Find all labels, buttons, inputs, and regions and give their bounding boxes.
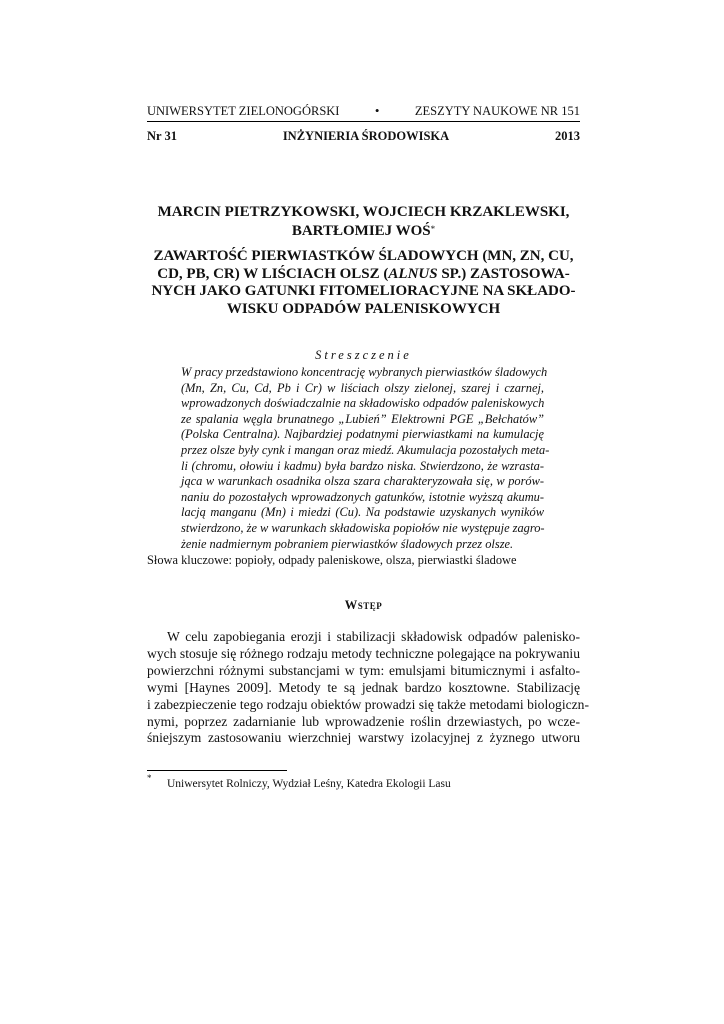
body-line: wych stosuje się różnego rodzaju metody techniczne polegające na pokrywaniu <box>147 645 580 661</box>
abstract-line: jąca w warunkach osadnika olsza szara charakteryzowała się, w porów- <box>181 474 544 489</box>
abstract-line: żenie nadmiernym pobraniem pierwiastków śladowych przez olsze. <box>181 536 514 551</box>
author-footnote-mark: * <box>430 224 436 234</box>
author-line-1: MARCIN PIETRZYKOWSKI, WOJCIECH KRZAKLEWSKI, <box>157 204 570 220</box>
body-line: nymi, poprzez zadarnianie lub wprowadzenie roślin drzewiastych, po wcze- <box>147 713 580 729</box>
running-header <box>147 102 580 120</box>
abstract-line: li (chromu, ołowiu i kadmu) była bardzo niska. Stwierdzono, że wzrasta- <box>181 458 544 473</box>
body-line: wymi [Haynes 2009]. Metody te są jednak bardzo kosztowne. Stabilizację <box>147 679 580 695</box>
abstract-line: stwierdzono, że w warunkach składowiska popiołów nie występuje zagro- <box>181 520 545 535</box>
abstract <box>181 365 550 552</box>
body-line: powierzchni różnymi substancjami w tym: emulsjami bitumicznymi i asfalto- <box>147 662 580 678</box>
title-line-3: NYCH JAKO GATUNKI FITOMELIORACYJNE NA SKŁADO- <box>151 283 576 300</box>
section-heading: Wstęp <box>344 598 383 612</box>
footnote-rule <box>147 770 287 771</box>
body-text <box>147 629 589 747</box>
title-line-1: ZAWARTOŚĆ PIERWIASTKÓW ŚLADOWYCH (MN, ZN, CU, <box>153 248 574 264</box>
issue-header <box>147 127 580 145</box>
abstract-line: W pracy przedstawiono koncentrację wybranych pierwiastków śladowych <box>181 365 548 379</box>
journal-series: ZESZYTY NAUKOWE NR 151 <box>414 103 580 118</box>
footnote-mark: * <box>147 773 152 783</box>
year: 2013 <box>555 128 580 143</box>
abstract-heading: Streszczenie <box>315 348 412 362</box>
abstract-line: lacją manganu (Mn) i miedzi (Cu). Na podstawie uzyskanych wyników <box>181 505 544 520</box>
abstract-line: ze spalania węgla brunatnego „Lubień” Elektrowni PGE „Bełchatów” <box>181 411 544 426</box>
title-line-2-post: SP.) ZASTOSOWA- <box>437 265 570 282</box>
header-rule <box>147 121 580 122</box>
title-line-4: WISKU ODPADÓW PALENISKOWYCH <box>226 300 501 317</box>
university-name: UNIWERSYTET ZIELONOGÓRSKI <box>147 103 340 118</box>
abstract-line: przez olsze były cynk i mangan oraz miedź. Akumulacja pozostałych meta- <box>181 442 550 457</box>
body-line: W celu zapobiegania erozji i stabilizacji składowisk odpadów palenisko- <box>167 629 580 644</box>
title-genus: ALNUS <box>388 265 438 282</box>
author-name: BARTŁOMIEJ WOŚ <box>291 223 431 239</box>
author-line-2 <box>147 222 580 241</box>
body-line: śniejszym zastosowaniu wierzchniej warstwy izolacyjnej z żyznego utworu <box>147 730 580 746</box>
keywords: Słowa kluczowe: popioły, odpady paleniskowe, olsza, pierwiastki śladowe <box>147 553 517 567</box>
discipline: INŻYNIERIA ŚRODOWISKA <box>282 128 450 143</box>
footnote-text: Uniwersytet Rolniczy, Wydział Leśny, Katedra Ekologii Lasu <box>167 778 451 790</box>
abstract-line: (Mn, Zn, Cu, Cd, Pb i Cr) w liściach olszy zielonej, szarej i czarnej, <box>181 380 544 395</box>
title-line-2 <box>147 266 580 284</box>
body-line: i zabezpieczenie tego rodzaju obiektów prowadzi się także metodami biologiczn- <box>147 696 589 712</box>
abstract-line: (Polska Centralna). Najbardziej podatnymi pierwiastkami na kumulację <box>181 427 544 442</box>
title-line-2-pre: CD, PB, CR) W LIŚCIACH OLSZ ( <box>157 265 389 282</box>
abstract-line: naniu do pozostałych wprowadzonych gatunków, istotnie wyższą akumu- <box>181 489 544 504</box>
header-separator: • <box>374 103 380 118</box>
author-list <box>147 203 580 241</box>
paper-title <box>147 248 580 318</box>
abstract-line: wprowadzonych doświadczalnie na składowisko odpadów paleniskowych <box>181 396 545 411</box>
issue-number: Nr 31 <box>147 128 177 143</box>
